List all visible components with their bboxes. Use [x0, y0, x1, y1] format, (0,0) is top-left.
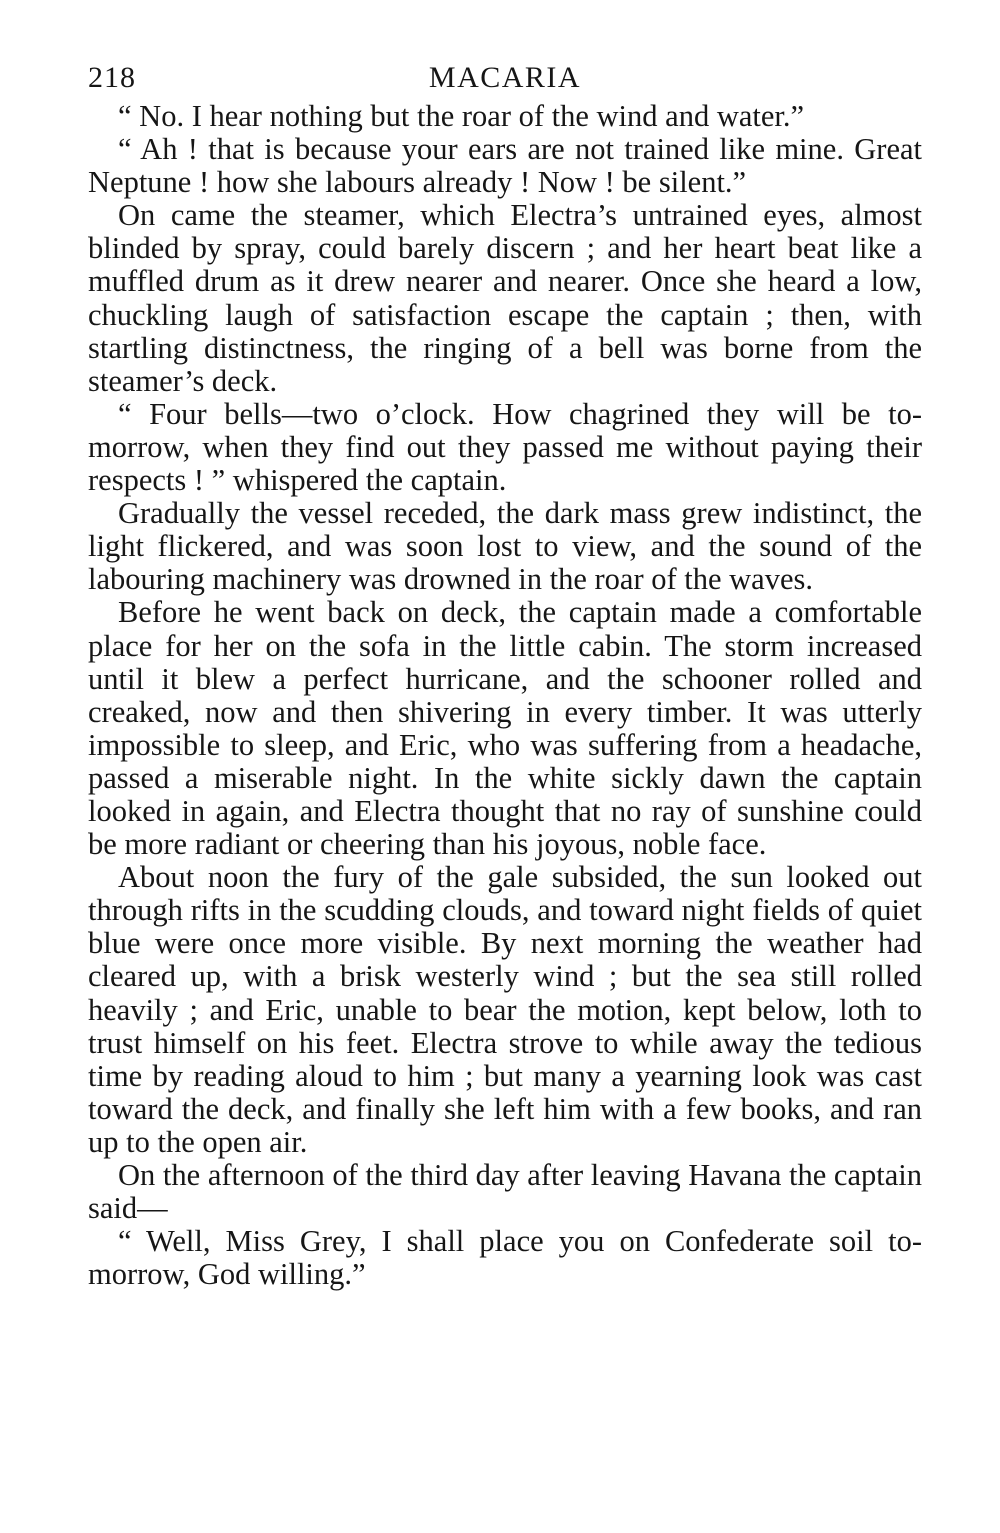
- paragraph: Gradually the vessel receded, the dark mass grew indistinct, the light flickered, and was soon lost to view, and the sound of the labouring machinery was drowned in the roar of the waves.: [88, 496, 922, 597]
- paragraph: About noon the fury of the gale subsided, the sun looked out through rifts in the scudding clouds, and toward night fields of quiet blue were once more visible. By next morning the weather had cleared up, with a brisk westerly wind ; but the sea still rolled heavily ; and Eric, unable to bear the motion, kept below, loth to trust himself on his feet. Electra strove to while away the tedious time by reading aloud to him ; but many a yearning look was cast toward the deck, and finally she left him with a few books, and ran up to the open air.: [88, 860, 922, 1159]
- paragraph: Before he went back on deck, the captain made a comfortable place for her on the sofa in the little cabin. The storm increased until it blew a perfect hurricane, and the schooner rolled and creaked, now and then shivering in every timber. It was utterly impossible to sleep, and Eric, who was suffering from a headache, passed a miserable night. In the white sickly dawn the captain looked in again, and Electra thought that no ray of sunshine could be more radiant or cheering than his joyous, noble face.: [88, 595, 922, 862]
- paragraph: “ Well, Miss Grey, I shall place you on Confederate soil to-morrow, God willing.”: [88, 1224, 922, 1292]
- book-page: [88, 58, 922, 1291]
- paragraph: On the afternoon of the third day after leaving Havana the captain said—: [88, 1158, 922, 1226]
- running-head: [88, 58, 922, 100]
- paragraph: “ Ah ! that is because your ears are not trained like mine. Great Neptune ! how she labours already ! Now ! be silent.”: [88, 132, 922, 200]
- paragraph: “ No. I hear nothing but the roar of the wind and water.”: [118, 99, 805, 133]
- paragraph: On came the steamer, which Electra’s untrained eyes, almost blinded by spray, could barely discern ; and her heart beat like a muffled drum as it drew nearer and nearer. Once she heard a low, chuckling laugh of satisfaction escape the captain ; then, with startling distinctness, the ringing of a bell was borne from the steamer’s deck.: [88, 198, 922, 398]
- paragraph: “ Four bells—two o’clock. How chagrined they will be to-morrow, when they find out they passed me without paying their respects ! ” whispered the captain.: [88, 396, 922, 498]
- running-title: MACARIA: [428, 61, 582, 94]
- page-number: 218: [88, 61, 136, 94]
- body-text: [88, 100, 922, 1291]
